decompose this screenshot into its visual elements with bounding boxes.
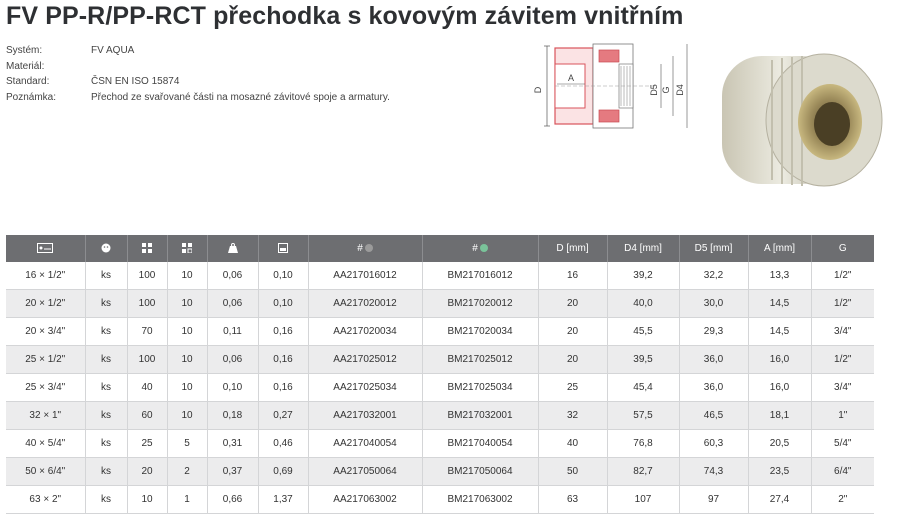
table-cell: 0,06: [207, 346, 258, 374]
table-cell: 0,11: [207, 318, 258, 346]
table-cell: 2": [811, 486, 874, 514]
table-cell: 29,3: [679, 318, 748, 346]
table-cell: 82,7: [607, 458, 679, 486]
table-cell: 100: [127, 290, 167, 318]
col-d4: D4 [mm]: [607, 235, 679, 262]
table-cell: 25 × 1/2": [6, 346, 85, 374]
col-d: D [mm]: [538, 235, 607, 262]
meta-row-standard: [6, 74, 390, 90]
table-cell: 0,66: [207, 486, 258, 514]
table-cell: 16: [538, 262, 607, 290]
col-box: [167, 235, 207, 262]
table-cell: 10: [127, 486, 167, 514]
page-title: FV PP-R/PP-RCT přechodka s kovovým závitem vnitřním: [6, 2, 684, 30]
dim-label-d5: D5: [649, 84, 659, 96]
table-cell: 20: [538, 290, 607, 318]
table-cell: 40 × 5/4": [6, 430, 85, 458]
table-cell: 0,10: [207, 374, 258, 402]
table-cell: 25: [127, 430, 167, 458]
meta-label: Poznámka:: [6, 91, 57, 103]
table-cell: 50 × 6/4": [6, 458, 85, 486]
table-cell: 27,4: [748, 486, 811, 514]
table-cell: 5: [167, 430, 207, 458]
table-cell: ks: [85, 374, 127, 402]
table-cell: 36,0: [679, 346, 748, 374]
col-package: [127, 235, 167, 262]
meta-label: Systém:: [6, 45, 43, 56]
table-row: [6, 430, 874, 458]
col-dimension: [6, 235, 85, 262]
table-cell: 1: [167, 486, 207, 514]
table-cell: 20: [127, 458, 167, 486]
unit-icon: [101, 243, 111, 253]
table-cell: BM217063002: [422, 486, 538, 514]
table-cell: 16,0: [748, 346, 811, 374]
table-cell: 0,06: [207, 262, 258, 290]
grey-dot-icon: [365, 244, 373, 252]
dim-label-d: D: [533, 86, 543, 94]
hash-label: #: [357, 243, 363, 254]
table-cell: 32: [538, 402, 607, 430]
table-cell: 39,5: [607, 346, 679, 374]
table-row: [6, 486, 874, 514]
table-cell: BM217032001: [422, 402, 538, 430]
table-cell: BM217020034: [422, 318, 538, 346]
table-cell: 40: [127, 374, 167, 402]
table-cell: 32 × 1": [6, 402, 85, 430]
table-cell: ks: [85, 290, 127, 318]
table-cell: 6/4": [811, 458, 874, 486]
table-cell: BM217025034: [422, 374, 538, 402]
table-cell: 0,16: [258, 346, 308, 374]
table-cell: 70: [127, 318, 167, 346]
table-cell: 1/2": [811, 262, 874, 290]
table-cell: 45,4: [607, 374, 679, 402]
col-code-green: [422, 235, 538, 262]
table-cell: ks: [85, 262, 127, 290]
table-cell: BM217016012: [422, 262, 538, 290]
table-cell: 0,18: [207, 402, 258, 430]
table-cell: ks: [85, 346, 127, 374]
table-cell: 40,0: [607, 290, 679, 318]
dimension-icon: [37, 243, 53, 253]
table-cell: 45,5: [607, 318, 679, 346]
technical-drawing: [527, 36, 707, 156]
table-cell: 20 × 1/2": [6, 290, 85, 318]
table-cell: 30,0: [679, 290, 748, 318]
col-volume: [258, 235, 308, 262]
table-cell: 0,27: [258, 402, 308, 430]
table-row: [6, 458, 874, 486]
table-cell: 20: [538, 346, 607, 374]
table-cell: 0,16: [258, 374, 308, 402]
table-cell: AA217032001: [308, 402, 422, 430]
table-cell: 0,10: [258, 290, 308, 318]
table-cell: 100: [127, 346, 167, 374]
table-cell: 20,5: [748, 430, 811, 458]
table-cell: BM217050064: [422, 458, 538, 486]
table-cell: 3/4": [811, 318, 874, 346]
table-cell: 20: [538, 318, 607, 346]
meta-value: Přechod ze svařované části na mosazné závitové spoje a armatury.: [91, 91, 390, 103]
col-a: A [mm]: [748, 235, 811, 262]
table-cell: 18,1: [748, 402, 811, 430]
table-cell: 0,06: [207, 290, 258, 318]
col-g: G: [811, 235, 874, 262]
table-cell: 16 × 1/2": [6, 262, 85, 290]
table-cell: 74,3: [679, 458, 748, 486]
box-icon: [182, 243, 192, 253]
table-cell: 50: [538, 458, 607, 486]
table-row: [6, 346, 874, 374]
weight-icon: [228, 243, 238, 253]
table-cell: 76,8: [607, 430, 679, 458]
table-cell: 10: [167, 374, 207, 402]
col-d5: D5 [mm]: [679, 235, 748, 262]
table-cell: 60: [127, 402, 167, 430]
table-cell: 97: [679, 486, 748, 514]
product-photo: [712, 38, 890, 196]
table-cell: 0,46: [258, 430, 308, 458]
table-cell: BM217040054: [422, 430, 538, 458]
table-cell: 100: [127, 262, 167, 290]
table-cell: 0,69: [258, 458, 308, 486]
table-cell: 10: [167, 346, 207, 374]
table-row: [6, 402, 874, 430]
table-cell: BM217020012: [422, 290, 538, 318]
table-cell: 1,37: [258, 486, 308, 514]
table-row: [6, 262, 874, 290]
table-cell: 32,2: [679, 262, 748, 290]
meta-label: Standard:: [6, 76, 50, 87]
table-cell: 5/4": [811, 430, 874, 458]
table-cell: BM217025012: [422, 346, 538, 374]
table-cell: AA217063002: [308, 486, 422, 514]
dim-label-g: G: [661, 86, 671, 94]
volume-icon: [278, 243, 288, 253]
table-cell: 10: [167, 402, 207, 430]
meta-row-note: [6, 90, 390, 106]
product-meta: [6, 43, 390, 105]
dim-label-a: A: [567, 73, 575, 83]
table-cell: AA217020012: [308, 290, 422, 318]
table-header-row: [6, 235, 874, 262]
table-cell: 14,5: [748, 318, 811, 346]
table-cell: 57,5: [607, 402, 679, 430]
table-cell: 25 × 3/4": [6, 374, 85, 402]
table-cell: 36,0: [679, 374, 748, 402]
table-cell: 0,10: [258, 262, 308, 290]
table-cell: 0,31: [207, 430, 258, 458]
col-unit: [85, 235, 127, 262]
table-cell: 10: [167, 262, 207, 290]
table-cell: 60,3: [679, 430, 748, 458]
table-cell: ks: [85, 430, 127, 458]
table-cell: 3/4": [811, 374, 874, 402]
meta-value: FV AQUA: [91, 45, 135, 56]
table-cell: 63: [538, 486, 607, 514]
table-cell: 46,5: [679, 402, 748, 430]
table-cell: 10: [167, 290, 207, 318]
table-cell: ks: [85, 486, 127, 514]
table-cell: AA217040054: [308, 430, 422, 458]
table-cell: 1/2": [811, 290, 874, 318]
table-cell: 2: [167, 458, 207, 486]
table-cell: 39,2: [607, 262, 679, 290]
table-cell: 0,37: [207, 458, 258, 486]
col-code-grey: [308, 235, 422, 262]
hash-label: #: [472, 243, 478, 254]
meta-row-system: [6, 43, 390, 59]
table-cell: AA217025012: [308, 346, 422, 374]
col-weight: [207, 235, 258, 262]
dim-label-d4: D4: [675, 84, 685, 96]
table-cell: 23,5: [748, 458, 811, 486]
table-cell: 20 × 3/4": [6, 318, 85, 346]
table-cell: ks: [85, 318, 127, 346]
meta-label: Materiál:: [6, 60, 45, 72]
table-row: [6, 374, 874, 402]
table-cell: 1/2": [811, 346, 874, 374]
table-cell: 25: [538, 374, 607, 402]
table-cell: 107: [607, 486, 679, 514]
table-cell: 13,3: [748, 262, 811, 290]
package-icon: [142, 243, 152, 253]
table-cell: 40: [538, 430, 607, 458]
table-cell: 10: [167, 318, 207, 346]
table-cell: ks: [85, 458, 127, 486]
table-cell: 16,0: [748, 374, 811, 402]
table-cell: ks: [85, 402, 127, 430]
table-cell: AA217025034: [308, 374, 422, 402]
table-row: [6, 318, 874, 346]
meta-value: ČSN EN ISO 15874: [91, 76, 180, 87]
table-cell: 1": [811, 402, 874, 430]
table-row: [6, 290, 874, 318]
table-cell: 0,16: [258, 318, 308, 346]
table-cell: 14,5: [748, 290, 811, 318]
meta-row-material: [6, 59, 390, 75]
table-cell: AA217020034: [308, 318, 422, 346]
table-cell: AA217016012: [308, 262, 422, 290]
table-cell: AA217050064: [308, 458, 422, 486]
green-dot-icon: [480, 244, 488, 252]
table-cell: 63 × 2": [6, 486, 85, 514]
product-table: [6, 235, 874, 514]
